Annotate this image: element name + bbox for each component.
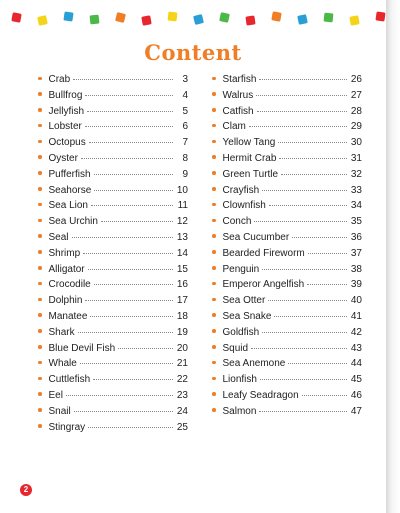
toc-entry	[212, 406, 362, 422]
dot-leader	[93, 379, 173, 380]
confetti-square	[324, 13, 334, 23]
bullet-icon	[38, 155, 42, 159]
bullet-icon	[212, 92, 216, 96]
toc-entry-page: 23	[176, 389, 188, 401]
confetti-square	[37, 15, 48, 26]
toc-entry	[38, 137, 188, 153]
toc-entry-page: 31	[350, 152, 362, 164]
toc-entry	[212, 106, 362, 122]
dot-leader	[78, 332, 173, 333]
confetti-square	[115, 12, 126, 23]
toc-entry-name: Catfish	[222, 105, 254, 117]
dot-leader	[85, 95, 173, 96]
bullet-icon	[38, 219, 42, 223]
toc-entry	[38, 90, 188, 106]
bullet-icon	[38, 187, 42, 191]
toc-entry	[38, 106, 188, 122]
toc-entry-page: 16	[176, 279, 188, 291]
toc-entry-name: Sea Urchin	[48, 216, 98, 228]
bullet-icon	[38, 171, 42, 175]
dot-leader	[118, 348, 173, 349]
confetti-square	[63, 11, 73, 21]
toc-entry-page: 34	[350, 200, 362, 212]
bullet-icon	[38, 203, 42, 207]
toc-entry-page: 43	[350, 342, 362, 354]
toc-entry	[38, 343, 188, 359]
bullet-icon	[212, 108, 216, 112]
toc-entry-page: 18	[176, 310, 188, 322]
dot-leader	[274, 316, 347, 317]
dot-leader	[73, 79, 173, 80]
toc-entry-page: 41	[350, 310, 362, 322]
bullet-icon	[38, 345, 42, 349]
toc-entry	[212, 185, 362, 201]
dot-leader	[72, 237, 173, 238]
bullet-icon	[212, 392, 216, 396]
dot-leader	[259, 411, 347, 412]
toc-entry	[38, 232, 188, 248]
toc-entry	[38, 327, 188, 343]
toc-entry-page: 45	[350, 374, 362, 386]
toc-entry-name: Alligator	[48, 263, 85, 275]
confetti-square	[168, 12, 178, 22]
toc-entry-page: 29	[350, 121, 362, 133]
toc-entry-page: 33	[350, 184, 362, 196]
toc-entry-page: 32	[350, 168, 362, 180]
toc-entry-name: Crayfish	[222, 184, 260, 196]
dot-leader	[87, 111, 173, 112]
bullet-icon	[38, 77, 42, 81]
dot-leader	[288, 363, 347, 364]
toc-entry-name: Shark	[48, 326, 75, 338]
dot-leader	[66, 395, 173, 396]
toc-entry	[212, 248, 362, 264]
toc-entry	[38, 153, 188, 169]
bullet-icon	[38, 234, 42, 238]
toc-entry-name: Leafy Seadragon	[222, 389, 299, 401]
dot-leader	[94, 284, 173, 285]
toc-entry-page: 3	[182, 74, 188, 85]
toc-entry	[212, 279, 362, 295]
toc-entry-name: Clam	[222, 121, 246, 133]
toc-entry-page: 6	[182, 121, 188, 133]
dot-leader	[292, 237, 347, 238]
toc-entry-name: Clownfish	[222, 200, 266, 212]
dot-leader	[254, 221, 347, 222]
toc-entry-page: 26	[350, 74, 362, 85]
bullet-icon	[38, 329, 42, 333]
dot-leader	[269, 205, 347, 206]
toc-entry	[212, 216, 362, 232]
toc-entry-name: Crab	[48, 74, 71, 85]
toc-entry	[38, 248, 188, 264]
toc-entry	[38, 279, 188, 295]
toc-entry	[212, 153, 362, 169]
confetti-square	[219, 12, 230, 23]
toc-entry	[212, 90, 362, 106]
toc-entry-page: 17	[176, 295, 188, 307]
toc-entry-page: 13	[176, 231, 188, 243]
toc-entry-page: 36	[350, 231, 362, 243]
bullet-icon	[212, 155, 216, 159]
toc-entry-name: Whale	[48, 358, 77, 370]
toc-entry-page: 15	[176, 263, 188, 275]
toc-entry-page: 14	[176, 247, 188, 259]
dot-leader	[85, 126, 173, 127]
toc-entry-page: 8	[182, 152, 188, 164]
toc-entry	[212, 390, 362, 406]
confetti-square	[193, 14, 204, 25]
confetti-square	[90, 15, 100, 25]
bullet-icon	[212, 234, 216, 238]
toc-entry-name: Walrus	[222, 89, 254, 101]
confetti-square	[271, 11, 281, 21]
dot-leader	[278, 142, 347, 143]
confetti-square	[11, 12, 21, 22]
toc-entry-page: 19	[176, 326, 188, 338]
bullet-icon	[212, 77, 216, 81]
toc-entry	[212, 374, 362, 390]
bullet-icon	[212, 298, 216, 302]
toc-entry	[212, 137, 362, 153]
page-number-badge: 2	[20, 484, 32, 496]
toc-entry	[212, 74, 362, 90]
toc-entry-name: Lobster	[48, 121, 82, 133]
toc-entry-name: Pufferfish	[48, 168, 91, 180]
toc-entry-page: 44	[350, 358, 362, 370]
toc-entry-page: 12	[176, 216, 188, 228]
bullet-icon	[38, 140, 42, 144]
toc-column-left	[38, 74, 188, 437]
toc-entry	[38, 200, 188, 216]
bullet-icon	[212, 408, 216, 412]
bullet-icon	[212, 140, 216, 144]
dot-leader	[249, 126, 347, 127]
toc-entry-page: 7	[182, 137, 188, 149]
toc-entry	[38, 169, 188, 185]
bullet-icon	[212, 313, 216, 317]
confetti-square	[375, 11, 385, 21]
dot-leader	[94, 174, 173, 175]
dot-leader	[260, 379, 347, 380]
toc-entry-page: 4	[182, 89, 188, 101]
toc-entry	[212, 264, 362, 280]
toc-entry-name: Jellyfish	[48, 105, 85, 117]
bullet-icon	[212, 171, 216, 175]
toc-entry-name: Sea Lion	[48, 200, 88, 212]
toc-entry-name: Squid	[222, 342, 249, 354]
toc-entry	[38, 185, 188, 201]
toc-entry-name: Seahorse	[48, 184, 92, 196]
toc-entry-name: Eel	[48, 389, 63, 401]
toc-entry-page: 11	[177, 200, 188, 212]
dot-leader	[262, 269, 347, 270]
toc-entry-name: Sea Cucumber	[222, 231, 290, 243]
dot-leader	[279, 158, 347, 159]
toc-entry	[212, 358, 362, 374]
toc-entry-name: Salmon	[222, 405, 257, 417]
dot-leader	[308, 253, 347, 254]
dot-leader	[88, 427, 173, 428]
bullet-icon	[212, 266, 216, 270]
bullet-icon	[38, 282, 42, 286]
toc-entry	[38, 406, 188, 422]
dot-leader	[89, 142, 173, 143]
toc-entry	[212, 200, 362, 216]
toc-entry-page: 5	[182, 105, 188, 117]
toc-entry-name: Seal	[48, 231, 69, 243]
toc-entry-name: Starfish	[222, 74, 257, 85]
toc-entry-page: 22	[176, 374, 188, 386]
bullet-icon	[212, 282, 216, 286]
dot-leader	[94, 190, 173, 191]
toc-entry-name: Hermit Crab	[222, 152, 277, 164]
bullet-icon	[212, 377, 216, 381]
toc-entry	[38, 358, 188, 374]
bullet-icon	[212, 124, 216, 128]
toc-entry-page: 35	[350, 216, 362, 228]
bullet-icon	[38, 92, 42, 96]
toc-entry-name: Goldfish	[222, 326, 260, 338]
confetti-square	[349, 15, 359, 25]
toc-entry	[38, 295, 188, 311]
toc-entry	[212, 327, 362, 343]
dot-leader	[91, 205, 173, 206]
toc-entry-page: 38	[350, 263, 362, 275]
toc-entry-page: 24	[176, 405, 188, 417]
dot-leader	[257, 111, 347, 112]
toc-entry	[212, 232, 362, 248]
toc-entry-name: Bullfrog	[48, 89, 83, 101]
dot-leader	[256, 95, 347, 96]
toc-entry-page: 42	[350, 326, 362, 338]
toc-entry-name: Cuttlefish	[48, 374, 91, 386]
toc-entry-name: Sea Otter	[222, 295, 266, 307]
toc-entry-page: 20	[176, 342, 188, 354]
dot-leader	[262, 190, 347, 191]
toc-entry-name: Penguin	[222, 263, 260, 275]
dot-leader	[80, 363, 173, 364]
toc-entry-name: Dolphin	[48, 295, 83, 307]
toc-entry-page: 39	[350, 279, 362, 291]
toc-entry-page: 28	[350, 105, 362, 117]
toc-entry	[212, 295, 362, 311]
bullet-icon	[38, 408, 42, 412]
confetti-border	[0, 0, 386, 30]
dot-leader	[251, 348, 347, 349]
toc-entry-name: Octopus	[48, 137, 86, 149]
dot-leader	[262, 332, 347, 333]
bullet-icon	[212, 219, 216, 223]
toc-entry-name: Blue Devil Fish	[48, 342, 116, 354]
bullet-icon	[212, 250, 216, 254]
bullet-icon	[38, 108, 42, 112]
dot-leader	[101, 221, 173, 222]
dot-leader	[74, 411, 173, 412]
bullet-icon	[212, 361, 216, 365]
bullet-icon	[38, 266, 42, 270]
toc-entry-name: Crocodile	[48, 279, 91, 291]
toc-entry	[38, 121, 188, 137]
toc-entry-name: Shrimp	[48, 247, 81, 259]
confetti-square	[245, 15, 255, 25]
toc-entry	[38, 390, 188, 406]
toc-entry	[212, 121, 362, 137]
toc-entry	[38, 374, 188, 390]
toc-entry	[212, 311, 362, 327]
toc-entry-name: Sea Anemone	[222, 358, 286, 370]
toc-entry	[38, 74, 188, 90]
toc-entry	[38, 311, 188, 327]
toc-entry	[38, 422, 188, 438]
bullet-icon	[38, 361, 42, 365]
toc-entry-page: 40	[350, 295, 362, 307]
bullet-icon	[38, 313, 42, 317]
toc-entry-page: 27	[350, 89, 362, 101]
dot-leader	[281, 174, 347, 175]
dot-leader	[81, 158, 173, 159]
dot-leader	[307, 284, 347, 285]
dot-leader	[83, 253, 173, 254]
bullet-icon	[212, 329, 216, 333]
bullet-icon	[212, 187, 216, 191]
toc-entry-name: Oyster	[48, 152, 78, 164]
bullet-icon	[212, 345, 216, 349]
toc-entry-page: 37	[350, 247, 362, 259]
toc-entry	[38, 216, 188, 232]
toc-entry-name: Lionfish	[222, 374, 257, 386]
toc-entry-page: 9	[182, 168, 188, 180]
toc-entry-name: Yellow Tang	[222, 137, 276, 149]
dot-leader	[268, 300, 347, 301]
page-edge-shadow	[386, 0, 400, 513]
dot-leader	[302, 395, 347, 396]
toc-entry	[38, 264, 188, 280]
bullet-icon	[38, 392, 42, 396]
toc-entry-page: 46	[350, 389, 362, 401]
confetti-square	[297, 14, 308, 25]
toc-entry-name: Conch	[222, 216, 252, 228]
bullet-icon	[38, 250, 42, 254]
toc-entry-name: Sea Snake	[222, 310, 272, 322]
toc-entry-name: Emperor Angelfish	[222, 279, 305, 291]
toc-entry-page: 10	[176, 184, 188, 196]
dot-leader	[90, 316, 173, 317]
toc-entry-page: 30	[350, 137, 362, 149]
bullet-icon	[212, 203, 216, 207]
toc-entry-name: Bearded Fireworm	[222, 247, 305, 259]
confetti-square	[141, 15, 151, 25]
toc-entry-name: Snail	[48, 405, 71, 417]
bullet-icon	[38, 124, 42, 128]
bullet-icon	[38, 298, 42, 302]
dot-leader	[259, 79, 347, 80]
toc-column-right	[212, 74, 362, 422]
toc-entry-page: 25	[176, 421, 188, 433]
toc-entry-page: 47	[350, 405, 362, 417]
toc-entry-name: Green Turtle	[222, 168, 279, 180]
toc-entry-page: 21	[176, 358, 188, 370]
bullet-icon	[38, 377, 42, 381]
dot-leader	[88, 269, 173, 270]
page-title: Content	[144, 40, 242, 65]
toc-entry	[212, 169, 362, 185]
dot-leader	[85, 300, 173, 301]
toc-entry	[212, 343, 362, 359]
bullet-icon	[38, 424, 42, 428]
toc-entry-name: Manatee	[48, 310, 88, 322]
toc-entry-name: Stingray	[48, 421, 86, 433]
